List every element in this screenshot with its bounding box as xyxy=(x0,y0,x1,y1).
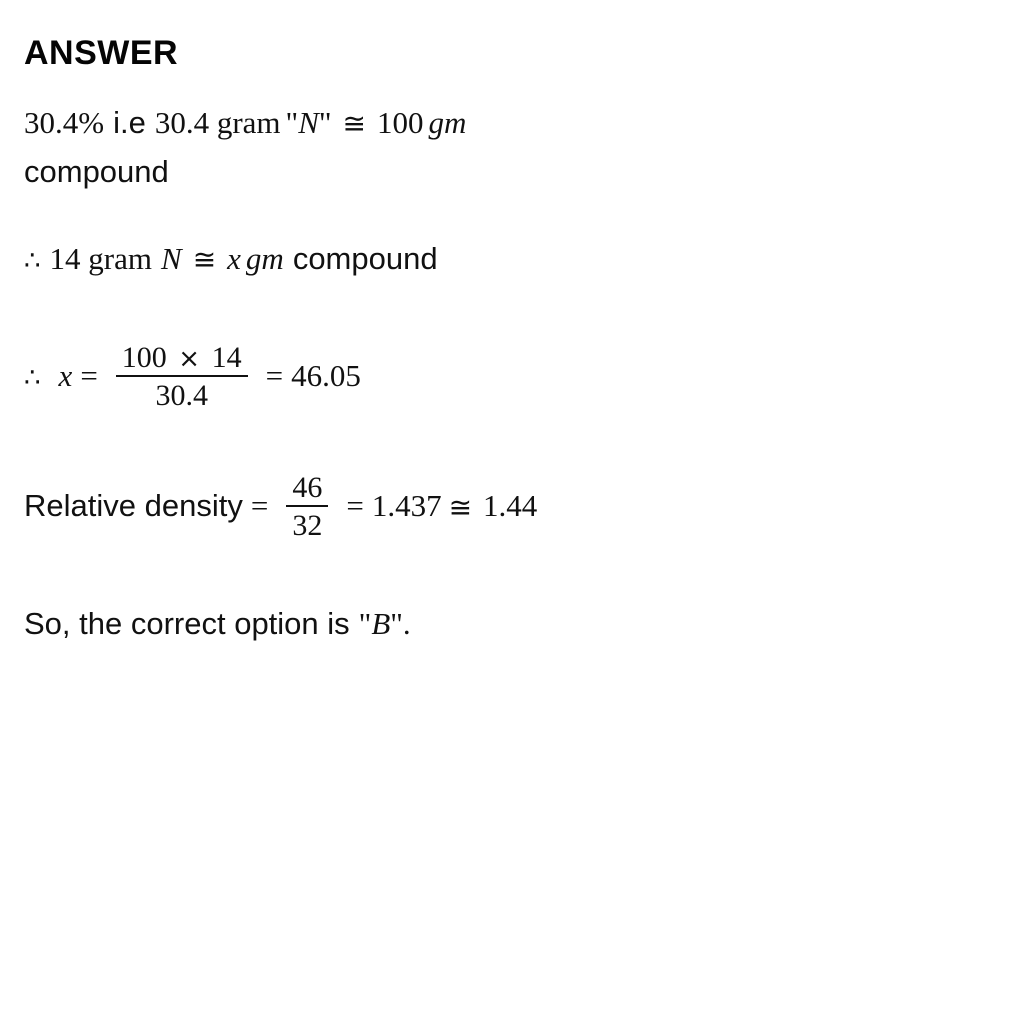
congruent-icon: ≅ xyxy=(342,107,366,141)
congruent-icon: ≅ xyxy=(448,490,473,524)
statement-proportion-line xyxy=(24,237,1006,282)
relative-density-label: Relative density xyxy=(24,488,243,524)
statement-given-line-1 xyxy=(24,101,1006,146)
fraction-x xyxy=(116,342,248,412)
fraction-numerator: 46 xyxy=(292,470,323,504)
ie-text: i.e xyxy=(113,105,146,140)
nitrogen-amount: 14 gram xyxy=(49,240,152,276)
unknown-variable: x xyxy=(227,240,241,276)
therefore-icon: ∴ xyxy=(24,362,41,393)
equals-sign: = xyxy=(250,488,269,524)
congruent-icon: ≅ xyxy=(192,243,217,277)
conclusion-text: So, the correct option is xyxy=(24,605,350,641)
numerator-second: 14 xyxy=(211,340,242,374)
numerator-first: 100 xyxy=(121,340,167,374)
fraction-relative-density xyxy=(286,472,328,542)
nitrogen-symbol: N xyxy=(161,240,182,276)
relative-density-line xyxy=(24,472,1006,542)
statement-given xyxy=(24,101,1006,195)
compound-mass-value: 100 xyxy=(377,105,424,140)
quote-open: " xyxy=(358,605,372,641)
conclusion-line xyxy=(24,602,1006,647)
percent-value: 30.4% xyxy=(24,105,105,140)
equals-sign: = xyxy=(80,358,98,394)
statement-given-line-2 xyxy=(24,150,1006,195)
equals-sign-2: = xyxy=(346,488,364,524)
page-title: ANSWER xyxy=(24,34,179,72)
calculation-x-line xyxy=(24,342,1006,412)
compound-word: compound xyxy=(24,153,169,189)
statement-proportion xyxy=(24,237,1006,282)
therefore-icon: ∴ xyxy=(24,245,41,276)
relative-density-rounded: 1.44 xyxy=(483,488,538,524)
quote-close: " xyxy=(318,105,332,140)
fraction-numerator xyxy=(116,342,248,376)
conclusion xyxy=(24,602,1006,647)
quote-close: ". xyxy=(390,605,411,641)
unknown-variable: x xyxy=(58,358,73,394)
compound-mass-unit: gm xyxy=(428,105,467,140)
calculation-x xyxy=(24,342,1006,412)
gram-amount: 30.4 gram xyxy=(154,105,281,140)
fraction-denominator: 32 xyxy=(292,509,323,543)
x-result: 46.05 xyxy=(291,358,361,394)
quote-open: " xyxy=(285,105,299,140)
calculation-relative-density xyxy=(24,472,1006,542)
nitrogen-symbol: N xyxy=(298,105,319,140)
compound-word: compound xyxy=(292,240,438,276)
relative-density-value: 1.437 xyxy=(371,488,442,524)
fraction-denominator: 30.4 xyxy=(155,379,208,413)
times-icon: × xyxy=(178,343,201,374)
equals-sign-2: = xyxy=(265,358,284,394)
unknown-unit: gm xyxy=(245,240,284,276)
correct-option: B xyxy=(371,605,391,641)
